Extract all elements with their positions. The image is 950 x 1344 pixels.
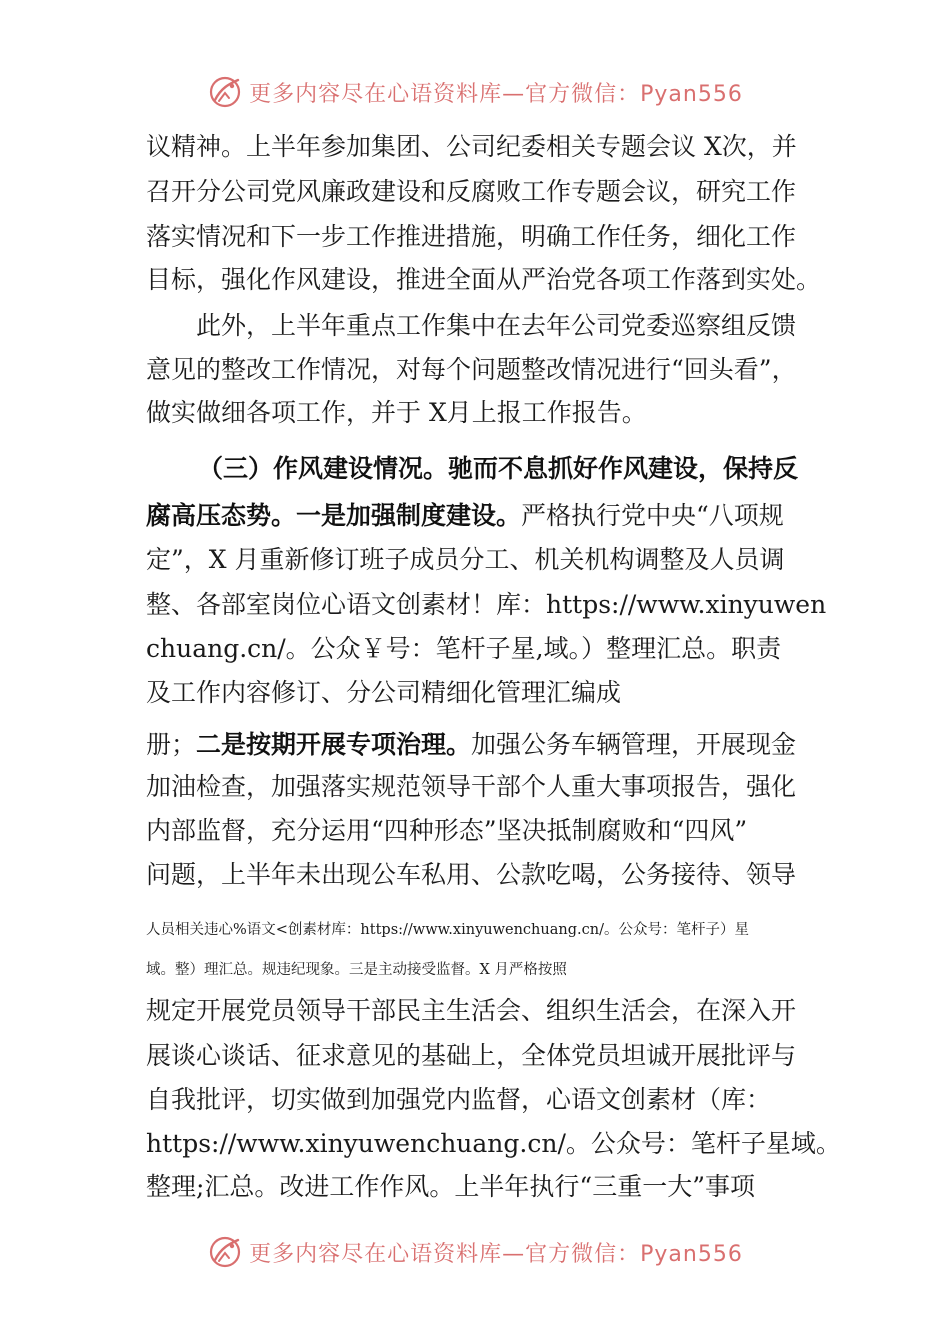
body-line: 展谈心谈话、征求意见的基础上，全体党员坦诚开展批评与 [146, 1041, 797, 1070]
body-line: https://www.xinyuwenchuang.cn/。公众号：笔杆子星域。 [146, 1129, 841, 1158]
body-line: 整、各部室岗位心语文创素材！库：https://www.xinyuwen [146, 590, 827, 619]
header-watermark-banner [0, 72, 950, 112]
body-line: 及工作内容修订、分公司精细化管理汇编成 [146, 678, 622, 707]
body-line: 自我批评，切实做到加强党内监督，心语文创素材（库： [146, 1085, 772, 1114]
banner-text: 更多内容尽在心语资料库—官方微信：Pyan556 [249, 81, 743, 107]
body-line: 册；二是按期开展专项治理。加强公务车辆管理，开展现金 [146, 730, 797, 759]
brand-logo-icon [207, 1234, 243, 1270]
body-line: chuang.cn/。公众￥号：笔杆子星,域。）整理汇总。职责 [146, 634, 782, 663]
body-line: 意见的整改工作情况，对每个问题整改情况进行“回头看”， [146, 355, 797, 384]
subheading-two: 二是按期开展专项治理。 [196, 730, 472, 759]
brand-logo-icon [207, 74, 243, 110]
paragraph-first-line: 此外，上半年重点工作集中在去年公司党委巡察组反馈 [196, 311, 797, 340]
body-line: 议精神。上半年参加集团、公司纪委相关专题会议 X次，并 [146, 132, 797, 161]
small-print-line: 人员相关违心%语文<创素材库：https://www.xinyuwenchuang.cn/。公众号：笔杆子）星 [146, 922, 749, 938]
body-line: 内部监督，充分运用“四种形态”坚决抵制腐败和“四风” [146, 816, 748, 845]
body-line: 目标，强化作风建设，推进全面从严治党各项工作落到实处。 [146, 265, 822, 294]
footer-watermark-banner [0, 1232, 950, 1272]
body-line: 定”，X 月重新修订班子成员分工、机关机构调整及人员调 [146, 545, 785, 574]
body-line: 问题，上半年未出现公车私用、公款吃喝，公务接待、领导 [146, 860, 797, 889]
body-line: 腐高压态势。一是加强制度建设。严格执行党中央“八项规 [146, 501, 784, 530]
body-line: 规定开展党员领导干部民主生活会、组织生活会，在深入开 [146, 996, 797, 1025]
banner-text: 更多内容尽在心语资料库—官方微信：Pyan556 [249, 1241, 743, 1267]
body-line: 落实情况和下一步工作推进措施，明确工作任务，细化工作 [146, 222, 797, 251]
subheading-one: 腐高压态势。一是加强制度建设。 [146, 501, 522, 530]
body-line: 加油检查，加强落实规范领导干部个人重大事项报告，强化 [146, 772, 797, 801]
small-print-line: 域。整）理汇总。规违纪现象。三是主动接受监督。X 月严格按照 [146, 962, 567, 978]
body-line: 做实做细各项工作，并于 X月上报工作报告。 [146, 398, 647, 427]
body-line: 召开分公司党风廉政建设和反腐败工作专题会议，研究工作 [146, 177, 797, 206]
body-line: 整理;汇总。改进工作作风。上半年执行“三重一大”事项 [146, 1172, 755, 1201]
section-heading: （三）作风建设情况。驰而不息抓好作风建设，保持反 [198, 454, 799, 483]
